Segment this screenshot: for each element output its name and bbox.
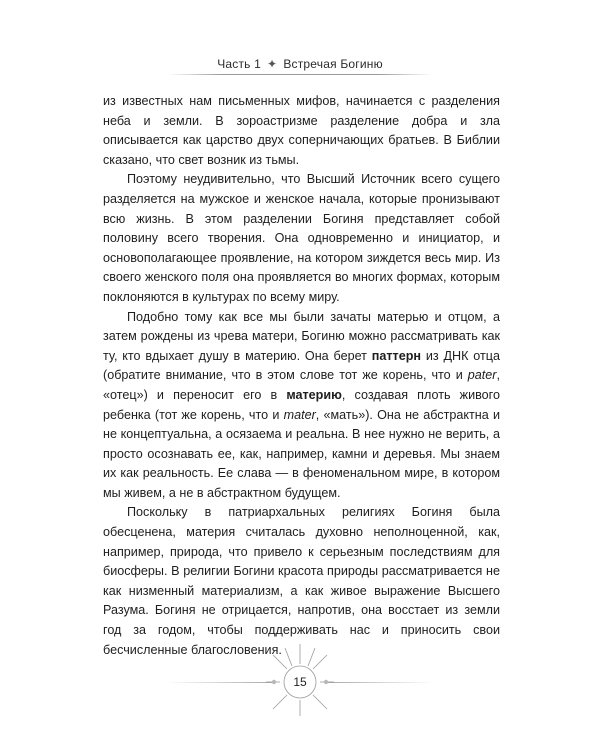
term-matter: материю xyxy=(286,387,342,402)
paragraph-3 xyxy=(103,308,500,504)
paragraph-4: Поскольку в патриархальных религиях Богиня была обесценена, материя считалась духовно неполноценной, как, например, природа, что привело к серьезным последствиям для биосферы. В религии Богини красота природы рассматривается не как низменный материализм, а как живое выражение Высшего Разума. Богиня не отрицается, напротив, она восстает из земли год за годом, чтобы поддерживать нас и приносить свои бесчисленные благословения. xyxy=(103,505,500,657)
header-chapter-title: Встречая Богиню xyxy=(283,57,383,71)
paragraph-3-part-b: из ДНК отца (обратите внимание, что в этом слове тот же корень, что и xyxy=(103,348,500,383)
header-separator: ✦ xyxy=(267,57,278,71)
paragraph-1: из известных нам письменных мифов, начинается с разделения неба и земли. В зороастризме разделение добра и зла описывается как царство двух соперничающих братьев. В Библии сказано, что свет возник из тьмы. xyxy=(103,94,500,167)
page-number: 15 xyxy=(293,675,307,689)
header-part: Часть 1 xyxy=(217,57,262,71)
term-pattern: паттерн xyxy=(371,348,422,363)
paragraph-3-part-d: , создавая плоть живого ребенка (тот же корень, что и xyxy=(103,387,500,422)
running-header-text xyxy=(0,57,600,71)
page-footer xyxy=(0,638,600,718)
paragraph-3-part-a: Подобно тому как все мы были зачаты матерью и отцом, а затем рождены из чрева матери, Богиню можно рассматривать как ту, кто вдыхает душу в материю. Она берет xyxy=(103,309,500,363)
paragraph-2: Поэтому неудивительно, что Высший Источник всего сущего разделяется на мужское и женское начала, которые пронизывают всю жизнь. В этом разделении Богиня представляет собой половину всего творения. Она одновременно и инициатор, и основополагающее проявление, на котором зиждется весь мир. Из своего женского поля она проявляется во многих формах, которым поклоняются в культурах по всему миру. xyxy=(103,172,500,304)
running-header xyxy=(0,57,600,75)
header-rule xyxy=(168,74,432,75)
term-mater: mater xyxy=(283,407,316,422)
paragraph-3-part-e: , «мать»). Она не абстрактна и не концептуальна, а осязаема и реальна. В нее нужно не верить, а просто осознавать ее, как, например, камни и деревья. Мы знаем их как реальность. Ее слава — в феноменальном мире, в котором мы живем, а не в абстрактном будущем. xyxy=(103,407,500,500)
paragraph-3-part-c: , «отец») и переносит его в xyxy=(103,368,500,402)
term-pater: pater xyxy=(467,368,497,383)
main-text xyxy=(103,92,500,660)
